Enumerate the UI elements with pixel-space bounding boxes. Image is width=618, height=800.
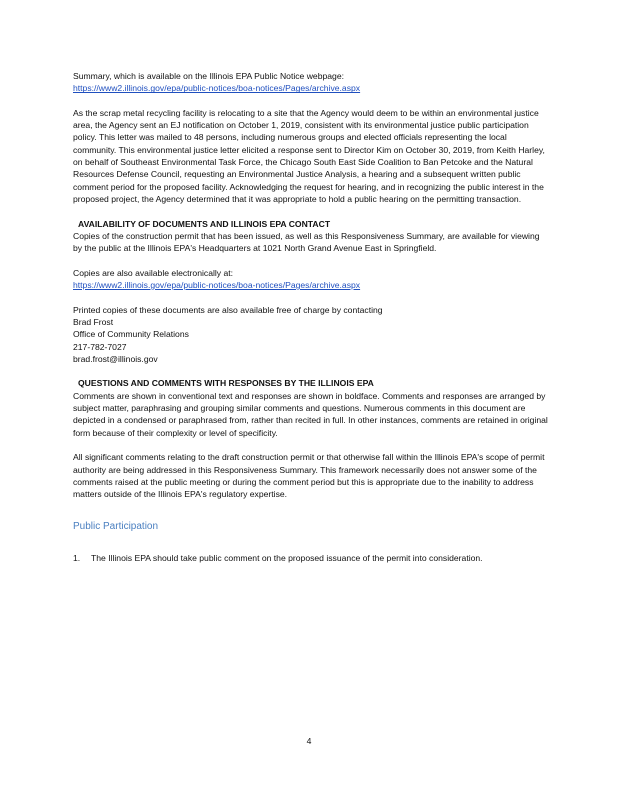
scope-paragraph: All significant comments relating to the draft construction permit or that otherwise fall within the Illinois EPA's scope of permit authority are being addressed in this Responsiveness Summary. This framework necessarily does not answer some of the comments raised at the public meeting or during the comment period but this is appropriate due to the inability to address matters outside of the Illinois EPA's regulatory expertise.	[73, 452, 545, 500]
electronic-intro: Copies are also available electronically at:	[73, 267, 234, 278]
contact-email: brad.frost@illinois.gov	[73, 353, 158, 364]
availability-heading: AVAILABILITY OF DOCUMENTS AND ILLINOIS EPA CONTACT	[78, 218, 331, 229]
contact-name: Brad Frost	[73, 316, 114, 327]
printed-copies-intro: Printed copies of these documents are also available free of charge by contacting	[73, 304, 383, 315]
list-item-number: 1.	[73, 552, 81, 563]
contact-office: Office of Community Relations	[73, 329, 189, 340]
summary-intro: Summary, which is available on the Illinois EPA Public Notice webpage:	[73, 71, 344, 81]
document-page	[73, 70, 548, 564]
contact-phone: 217-782-7027	[73, 341, 127, 352]
availability-body: Copies of the construction permit that has been issued, as well as this Responsiveness Summary, are available for viewing by the public at the Illinois EPA's Headquarters at 1021 North Grand Avenue East in Springfield.	[73, 230, 540, 254]
questions-body: Comments are shown in conventional text and responses are shown in boldface. Comments and responses are arranged by subject matter, paraphrasing and grouping similar comments and questions. Numerous comments in this document are depicted in a condensed or paraphrased from, rather than recited in full. In other instances, comments are retained in original form because of their complexity or level of specificity.	[73, 390, 548, 438]
archive-link[interactable]: https://www2.illinois.gov/epa/public-notices/boa-notices/Pages/archive.aspx	[73, 280, 361, 291]
public-notice-link[interactable]: https://www2.illinois.gov/epa/public-notices/boa-notices/Pages/archive.aspx	[73, 83, 361, 94]
list-item-text: The Illinois EPA should take public comment on the proposed issuance of the permit into consideration.	[91, 552, 483, 563]
questions-heading: QUESTIONS AND COMMENTS WITH RESPONSES BY THE ILLINOIS EPA	[78, 378, 374, 389]
page-number: 4	[306, 736, 312, 746]
public-participation-title: Public Participation	[73, 520, 159, 532]
list-item	[73, 552, 548, 564]
ej-paragraph: As the scrap metal recycling facility is relocating to a site that the Agency would deem to be within an environmental justice area, the Agency sent an EJ notification on October 1, 2019, consistent with its environmental justice public participation policy. This letter was mailed to 48 persons, including numerous groups and elected officials representing the local community. This environmental justice letter elicited a response sent to Director Kim on October 30, 2019, from Keith Harley, on behalf of Southeast Environmental Task Force, the Chicago South East Side Coalition to Ban Petcoke and the Natural Resources Defense Council, requesting an Environmental Justice Analysis, a hearing and a subsequent written public comment period for the proposed facility. Acknowledging the request for hearing, and in recognizing the public interest in the proposed project, the Agency determined that it was appropriate to hold a public hearing on the permitting transaction.	[73, 107, 545, 204]
